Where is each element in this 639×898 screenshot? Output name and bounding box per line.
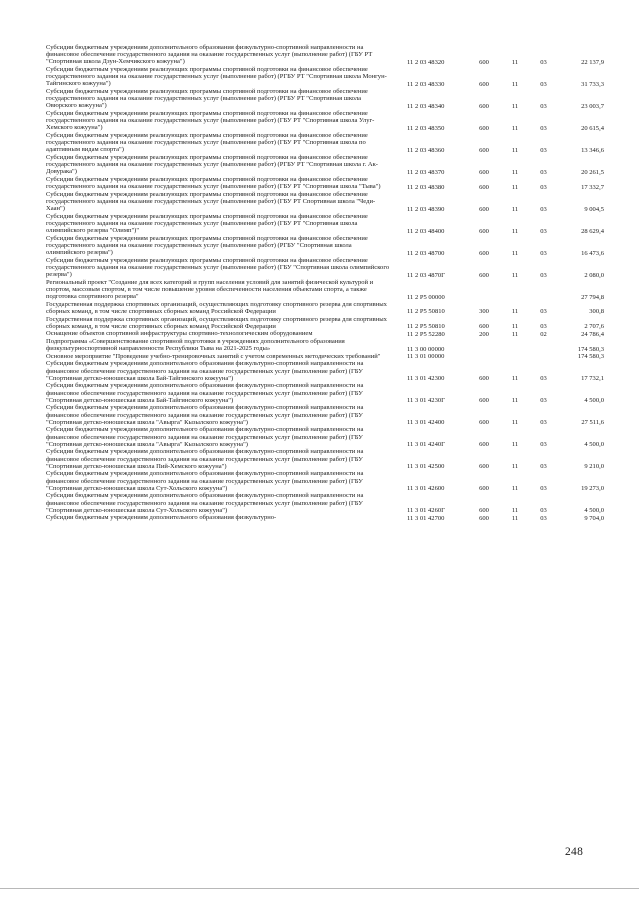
row-amount: 300,8 — [589, 308, 604, 316]
row-code: 11 3 01 4240Г — [407, 441, 445, 449]
row-subsection: 03 — [540, 80, 547, 88]
table-row — [46, 448, 606, 470]
table-row — [46, 338, 606, 353]
table-row — [46, 330, 606, 338]
row-subsection: 03 — [540, 249, 547, 257]
row-amount: 20 261,5 — [581, 168, 604, 176]
row-subsection: 03 — [540, 146, 547, 154]
row-section: 11 — [511, 308, 519, 316]
row-expense-type: 600 — [479, 227, 489, 235]
row-code: 11 2 P5 00000 — [407, 293, 445, 301]
row-expense-type: 600 — [479, 124, 489, 132]
row-description: Субсидии бюджетным учреждениям дополнительного образования физкультурно-спортивной направленности на финансовое обеспечение государственного задания на оказание государственных услуг (выполнение работ) (ГБУ "Спортивная детско-юношеская школа Сут-Хольского кожууна") — [46, 470, 364, 492]
row-expense-type: 600 — [479, 463, 489, 471]
row-amount: 23 003,7 — [581, 102, 604, 110]
row-description: Субсидии бюджетным учреждениям реализующих программы спортивной подготовки на финансовое обеспечение государственного задания на оказание государственных услуг (выполнение работ) (ГБУ РТ "Спортивная школа по адаптивным видам спорта") — [46, 132, 368, 154]
row-expense-type — [469, 279, 499, 301]
table-row — [46, 382, 606, 404]
row-expense-type: 600 — [479, 419, 489, 427]
row-subsection: 03 — [540, 441, 547, 449]
row-code: 11 3 01 42500 — [407, 463, 445, 471]
scan-edge-divider — [0, 888, 639, 889]
row-section: 11 — [511, 205, 519, 213]
row-subsection: 03 — [540, 102, 547, 110]
row-subsection: 02 — [540, 330, 547, 338]
row-section — [499, 353, 531, 361]
row-expense-type: 600 — [479, 146, 489, 154]
table-row — [46, 514, 606, 522]
row-expense-type: 600 — [479, 514, 489, 522]
row-section: 11 — [511, 124, 519, 132]
table-row — [46, 301, 606, 316]
row-amount: 9 704,0 — [584, 514, 604, 522]
table-row — [46, 88, 606, 110]
row-code: 11 2 P5 50810 — [407, 308, 445, 316]
row-code: 11 2 03 48370 — [407, 168, 445, 176]
table-row — [46, 132, 606, 154]
row-amount: 9 210,0 — [584, 463, 604, 471]
row-amount: 16 473,6 — [581, 249, 604, 257]
row-section: 11 — [511, 58, 519, 66]
row-subsection: 03 — [540, 183, 547, 191]
row-description: Субсидии бюджетным учреждениям реализующих программы спортивной подготовки на финансовое обеспечение государственного задания на оказание государственных услуг (выполнение работ) (РГБУ РТ "Спортивная школа Монгун-Тайгинского кожууна") — [46, 66, 387, 88]
row-description: Субсидии бюджетным учреждениям дополнительного образования физкультурно-спортивной направленности на финансовое обеспечение государственного задания на оказание государственных услуг (выполнение работ) (ГБУ "Спортивная детско-юношеская школа "Авырга" Кызылского кожууна") — [46, 404, 364, 426]
row-expense-type: 600 — [479, 271, 489, 279]
page-number: 248 — [565, 846, 584, 858]
row-subsection: 03 — [540, 205, 547, 213]
row-description: Субсидии бюджетным учреждениям реализующих программы спортивной подготовки на финансовое обеспечение государственного задания на оказание государственных услуг (выполнение работ) (ГБУ РТ "Спортивная школа Улуг-Хемского кожууна") — [46, 110, 375, 132]
row-description: Субсидии бюджетным учреждениям дополнительного образования физкультурно-спортивной направленности на финансовое обеспечение государственного задания на оказание государственных услуг (выполнение работ) (ГБУ "Спортивная детско-юношеская школа Сут-Хольского кожууна") — [46, 492, 364, 514]
row-description: Оснащение объектов спортивной инфраструктуры спортивно-технологическим оборудованием — [46, 330, 313, 338]
row-section: 11 — [511, 249, 519, 257]
budget-table — [46, 44, 606, 522]
row-code: 11 2 03 48340 — [407, 102, 445, 110]
row-subsection: 03 — [540, 375, 547, 383]
row-code: 11 3 00 00000 — [407, 345, 445, 353]
row-subsection: 03 — [540, 507, 547, 515]
row-section: 11 — [511, 80, 519, 88]
row-description: Субсидии бюджетным учреждениям реализующих программы спортивной подготовки на финансовое обеспечение государственного задания на оказание государственных услуг (выполнение работ) (ГБУ "Спортивная школа олимпийского резерва") — [46, 256, 390, 279]
row-section: 11 — [511, 514, 519, 522]
row-section: 11 — [511, 168, 519, 176]
row-amount: 27 511,6 — [581, 419, 604, 427]
row-description: Субсидии бюджетным учреждениям дополнительного образования физкультурно- — [46, 514, 277, 522]
row-amount: 174 580,3 — [577, 353, 604, 361]
table-row — [46, 360, 606, 382]
row-amount: 27 794,8 — [581, 293, 604, 301]
table-row — [46, 66, 606, 88]
row-amount: 31 733,3 — [581, 80, 604, 88]
row-description: Региональный проект "Создание для всех категорий и групп населения условий для занятий физической культурой и спортом, массовым спортом, в том числе повышение уровня обеспеченности населения объектами спорта, а также подготовка спортивного резерва" — [46, 278, 374, 301]
row-description: Подпрограмма «Совершенствование спортивной подготовки в учреждениях дополнительного образования физкультурноспортивной направленности Республики Тыва на 2021-2025 годы» — [46, 337, 345, 353]
row-section: 11 — [511, 375, 519, 383]
row-expense-type: 200 — [479, 330, 489, 338]
row-section: 11 — [511, 507, 519, 515]
row-amount: 13 346,6 — [581, 146, 604, 154]
row-subsection: 03 — [540, 58, 547, 66]
row-description: Субсидии бюджетным учреждениям реализующих программы спортивной подготовки на финансовое обеспечение государственного задания на оказание государственных услуг (выполнение работ) (ГБУ РТ Спортивная школа "Чеди-Хаан") — [46, 190, 376, 213]
row-expense-type: 600 — [479, 183, 489, 191]
row-amount: 28 629,4 — [581, 227, 604, 235]
table-row — [46, 257, 606, 279]
row-code: 11 3 01 4230Г — [407, 397, 445, 405]
row-code: 11 3 01 4260Г — [407, 507, 445, 515]
table-row — [46, 492, 606, 514]
row-amount: 2 080,0 — [584, 271, 604, 279]
row-subsection: 03 — [540, 323, 547, 331]
row-subsection: 03 — [540, 419, 547, 427]
budget-table-body — [46, 44, 606, 522]
table-row — [46, 235, 606, 257]
row-code: 11 2 P5 50810 — [407, 323, 445, 331]
row-code: 11 2 03 48700 — [407, 249, 445, 257]
row-description: Субсидии бюджетным учреждениям дополнительного образования физкультурно-спортивной направленности на финансовое обеспечение государственного задания на оказание государственных услуг (выполнение работ) (ГБУ "Спортивная детско-юношеская школа Бай-Тайгинского кожууна") — [46, 382, 364, 404]
row-description: Субсидии бюджетным учреждениям дополнительного образования физкультурно-спортивной направленности на финансовое обеспечение государственного задания на оказание государственных услуг (выполнение работ) (ГБУ "Спортивная детско-юношеская школа Бай-Тайгинского кожууна") — [46, 360, 364, 382]
row-expense-type: 600 — [479, 102, 489, 110]
row-code: 11 2 03 48350 — [407, 124, 445, 132]
row-section: 11 — [511, 323, 519, 331]
row-section: 11 — [511, 485, 519, 493]
row-code: 11 3 01 00000 — [407, 353, 445, 361]
row-subsection: 03 — [540, 227, 547, 235]
row-subsection: 03 — [540, 168, 547, 176]
table-row — [46, 470, 606, 492]
row-amount: 17 732,1 — [581, 375, 604, 383]
row-code: 11 3 01 42400 — [407, 419, 445, 427]
row-amount: 24 786,4 — [581, 330, 604, 338]
row-section: 11 — [511, 271, 519, 279]
row-amount: 19 273,0 — [581, 485, 604, 493]
table-row — [46, 154, 606, 176]
row-subsection: 03 — [540, 485, 547, 493]
row-expense-type — [469, 353, 499, 361]
row-code: 11 3 01 42700 — [407, 514, 445, 522]
row-code: 11 3 01 42300 — [407, 375, 445, 383]
row-expense-type: 300 — [479, 308, 489, 316]
row-code: 11 2 03 48390 — [407, 205, 445, 213]
row-amount: 2 707,6 — [584, 323, 604, 331]
row-expense-type: 600 — [479, 485, 489, 493]
row-amount: 20 615,4 — [581, 124, 604, 132]
row-expense-type: 600 — [479, 397, 489, 405]
row-subsection — [531, 353, 556, 361]
row-expense-type: 600 — [479, 441, 489, 449]
row-subsection: 03 — [540, 124, 547, 132]
row-expense-type: 600 — [479, 205, 489, 213]
row-section — [499, 338, 531, 353]
row-description: Субсидии бюджетным учреждениям дополнительного образования физкультурно-спортивной направленности на финансовое обеспечение государственного задания на оказание государственных услуг (выполнение работ) (ГБУ "Спортивная детско-юношеская школа "Авырга" Кызылского кожууна") — [46, 426, 364, 448]
row-description: Субсидии бюджетным учреждениям реализующих программы спортивной подготовки на финансовое обеспечение государственного задания на оказание государственных услуг (выполнение работ) (РГБУ РТ "Спортивная школа Овюрского кожууна") — [46, 88, 368, 110]
row-subsection: 03 — [540, 463, 547, 471]
table-row — [46, 353, 606, 361]
row-expense-type — [469, 338, 499, 353]
row-description: Государственная поддержка спортивных организаций, осуществляющих подготовку спортивного резерва для спортивных сборных команд, в том числе спортивных сборных команд Российской Федерации — [46, 315, 387, 330]
table-row — [46, 426, 606, 448]
row-description: Основное мероприятие "Проведение учебно-тренировочных занятий с учетом современных методических требований" — [46, 352, 381, 360]
row-amount: 174 580,3 — [577, 345, 604, 353]
row-code: 11 2 03 48360 — [407, 146, 445, 154]
row-code: 11 2 03 48400 — [407, 227, 445, 235]
row-code: 11 2 03 4870Г — [407, 271, 445, 279]
table-row — [46, 316, 606, 331]
row-description: Субсидии бюджетным учреждениям реализующих программы спортивной подготовки на финансовое обеспечение государственного задания на оказание государственных услуг (выполнение работ) (ГБУ РТ "Спортивная школа олимпийского резерва "Олимп")" — [46, 212, 368, 235]
row-description: Субсидии бюджетным учреждениям реализующих программы спортивной подготовки на финансовое обеспечение государственного задания на оказание государственных услуг (выполнение работ) (ГБУ РТ "Спортивная школа "Тыва") — [46, 176, 381, 191]
table-row — [46, 279, 606, 301]
row-code: 11 3 01 42600 — [407, 485, 445, 493]
table-row — [46, 176, 606, 191]
row-expense-type: 600 — [479, 58, 489, 66]
row-expense-type: 600 — [479, 323, 489, 331]
row-amount: 4 500,0 — [584, 441, 604, 449]
row-expense-type: 600 — [479, 249, 489, 257]
row-section: 11 — [511, 227, 519, 235]
row-code: 11 2 03 48320 — [407, 58, 445, 66]
row-section: 11 — [511, 419, 519, 427]
table-row — [46, 44, 606, 66]
table-row — [46, 110, 606, 132]
row-amount: 22 137,9 — [581, 58, 604, 66]
row-subsection: 03 — [540, 308, 547, 316]
row-expense-type: 600 — [479, 375, 489, 383]
row-expense-type: 600 — [479, 80, 489, 88]
row-code: 11 2 03 48330 — [407, 80, 445, 88]
row-subsection: 03 — [540, 514, 547, 522]
row-description: Субсидии бюджетным учреждениям дополнительного образования физкультурно-спортивной направленности на финансовое обеспечение государственного задания на оказание государственных услуг (выполнение работ) (ГБУ "Спортивная детско-юношеская школа Пий-Хемского кожууна") — [46, 448, 364, 470]
row-amount: 9 004,5 — [584, 205, 604, 213]
row-expense-type: 600 — [479, 168, 489, 176]
table-row — [46, 191, 606, 213]
row-section: 11 — [511, 183, 519, 191]
row-expense-type: 600 — [479, 507, 489, 515]
row-code: 11 2 P5 52280 — [407, 330, 445, 338]
row-amount: 4 500,0 — [584, 507, 604, 515]
row-subsection — [531, 338, 556, 353]
row-description: Субсидии бюджетным учреждениям реализующих программы спортивной подготовки на финансовое обеспечение государственного задания на оказание государственных услуг (выполнение работ) (РГБУ "Спортивная школа олимпийского резерва") — [46, 234, 368, 257]
row-section: 11 — [511, 102, 519, 110]
row-code: 11 2 03 48380 — [407, 183, 445, 191]
row-subsection: 03 — [540, 271, 547, 279]
row-section: 11 — [511, 441, 519, 449]
row-section: 11 — [511, 463, 519, 471]
row-description: Субсидии бюджетным учреждениям реализующих программы спортивной подготовки на финансовое обеспечение государственного задания на оказание государственных услуг (выполнение работ) (РГБУ РТ "Спортивная школа г. Ак-Довурака") — [46, 154, 378, 176]
row-section: 11 — [511, 330, 519, 338]
row-section — [499, 279, 531, 301]
row-subsection — [531, 279, 556, 301]
row-section: 11 — [511, 146, 519, 154]
row-description: Субсидии бюджетным учреждениям дополнительного образования физкультурно-спортивной направленности на финансовое обеспечение государственного задания на оказание государственных услуг (выполнение работ) (ГБУ РТ "Спортивная школа Дзун-Хемчикского кожууна") — [46, 44, 373, 66]
row-subsection: 03 — [540, 397, 547, 405]
row-amount: 4 500,0 — [584, 397, 604, 405]
row-description: Государственная поддержка спортивных организаций, осуществляющих подготовку спортивного резерва для спортивных сборных команд, в том числе спортивных сборных команд Российской Федерации — [46, 300, 387, 315]
row-amount: 17 332,7 — [581, 183, 604, 191]
row-section: 11 — [511, 397, 519, 405]
table-row — [46, 404, 606, 426]
table-row — [46, 213, 606, 235]
